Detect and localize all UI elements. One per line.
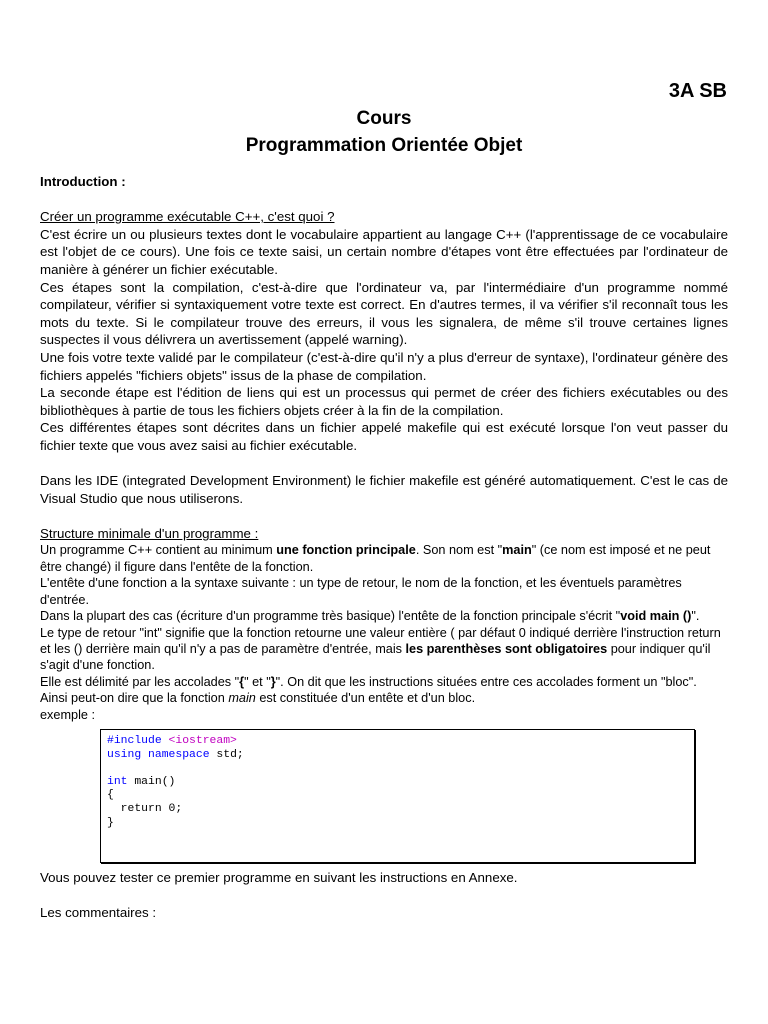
structure-text [40, 542, 728, 722]
code-line: return 0; [107, 802, 183, 815]
paragraph: Le type de retour "int" signifie que la fonction retourne une valeur entière ( par défaut 0 indiqué derrière l'instruction return et les () derrière main qu'il n'y a pas de paramètre d'entrée, mais les parenthèses sont obligatoires pour indiquer qu'il s'agit d'une fonction. [40, 625, 721, 673]
class-label: 3A SB [668, 80, 727, 102]
section-heading-structure: Structure minimale d'un programme : [40, 525, 259, 541]
document-body [40, 173, 728, 922]
paragraph: Ces étapes sont la compilation, c'est-à-dire que l'ordinateur va, par l'intermédiaire d'un programme nommé compilateur, vérifier si syntaxiquement votre texte est correct. En d'autres termes, il va vérifier s'il reconnaît tous les mots du texte. Si le compilateur trouve des erreurs, il vous les signalera, de même s'il trouve certaines lignes suspectes il vous délivrera un avertissement (appelé warning). [40, 279, 728, 348]
paragraph: Vous pouvez tester ce premier programme en suivant les instructions en Annexe. [40, 869, 518, 885]
paragraph: La seconde étape est l'édition de liens qui est un processus qui permet de créer des fichiers exécutables ou des bibliothèques à partie de tous les fichiers objets créer à la fin de la compilation. [40, 385, 728, 418]
paragraph: L'entête d'une fonction a la syntaxe suivante : un type de retour, le nom de la fonction, et les éventuels paramètres d'entrée. [40, 576, 682, 607]
paragraph: Une fois votre texte validé par le compilateur (c'est-à-dire qu'il n'y a plus d'erreur de syntaxe), l'ordinateur génère des fichiers appelés "fichiers objets" issus de la phase de compilation. [40, 349, 728, 383]
intro-heading: Introduction : [40, 174, 126, 189]
code-line: { [107, 789, 114, 802]
code-line: using namespace std; [107, 748, 244, 761]
paragraph: Dans la plupart des cas (écriture d'un programme très basique) l'entête de la fonction principale s'écrit "void main ()". [40, 609, 700, 624]
paragraph: exemple : [40, 707, 96, 722]
code-example-box [100, 729, 695, 863]
comments-heading: Les commentaires : [40, 905, 157, 921]
paragraph: Ainsi peut-on dire que la fonction main est constituée d'un entête et d'un bloc. [40, 691, 476, 706]
course-subtitle: Programmation Orientée Objet [245, 135, 523, 156]
paragraph: C'est écrire un ou plusieurs textes dont le vocabulaire appartient au langage C++ (l'apprentissage de ce vocabulaire est l'objet de ce cours). Une fois ce texte saisi, un certain nombre d'étapes vont être effectuées par l'ordinateur de manière à générer un fichier exécutable. [40, 226, 728, 277]
paragraph: Elle est délimité par les accolades "{" et "}". On dit que les instructions situées entre ces accolades forment un "bloc". [40, 674, 697, 689]
course-title: Cours [356, 108, 412, 129]
paragraph: Un programme C++ contient au minimum une fonction principale. Son nom est "main" (ce nom est imposé et ne peut être changé) il figure dans l'entête de la fonction. [40, 543, 711, 574]
paragraph: Ces différentes étapes sont décrites dans un fichier appelé makefile qui est exécuté lorsque l'on veut passer du fichier texte que vous avez saisi au fichier exécutable. [40, 420, 728, 453]
code-line-blank [107, 762, 694, 776]
code-line: #include <iostream> [107, 734, 237, 747]
section-heading-executable: Créer un programme exécutable C++, c'est quoi ? [40, 209, 335, 225]
paragraph: Dans les IDE (integrated Development Environment) le fichier makefile est généré automatiquement. C'est le cas de Visual Studio que nous utiliserons. [40, 473, 728, 506]
code-line: } [107, 816, 114, 829]
code-line: int main() [107, 775, 176, 788]
